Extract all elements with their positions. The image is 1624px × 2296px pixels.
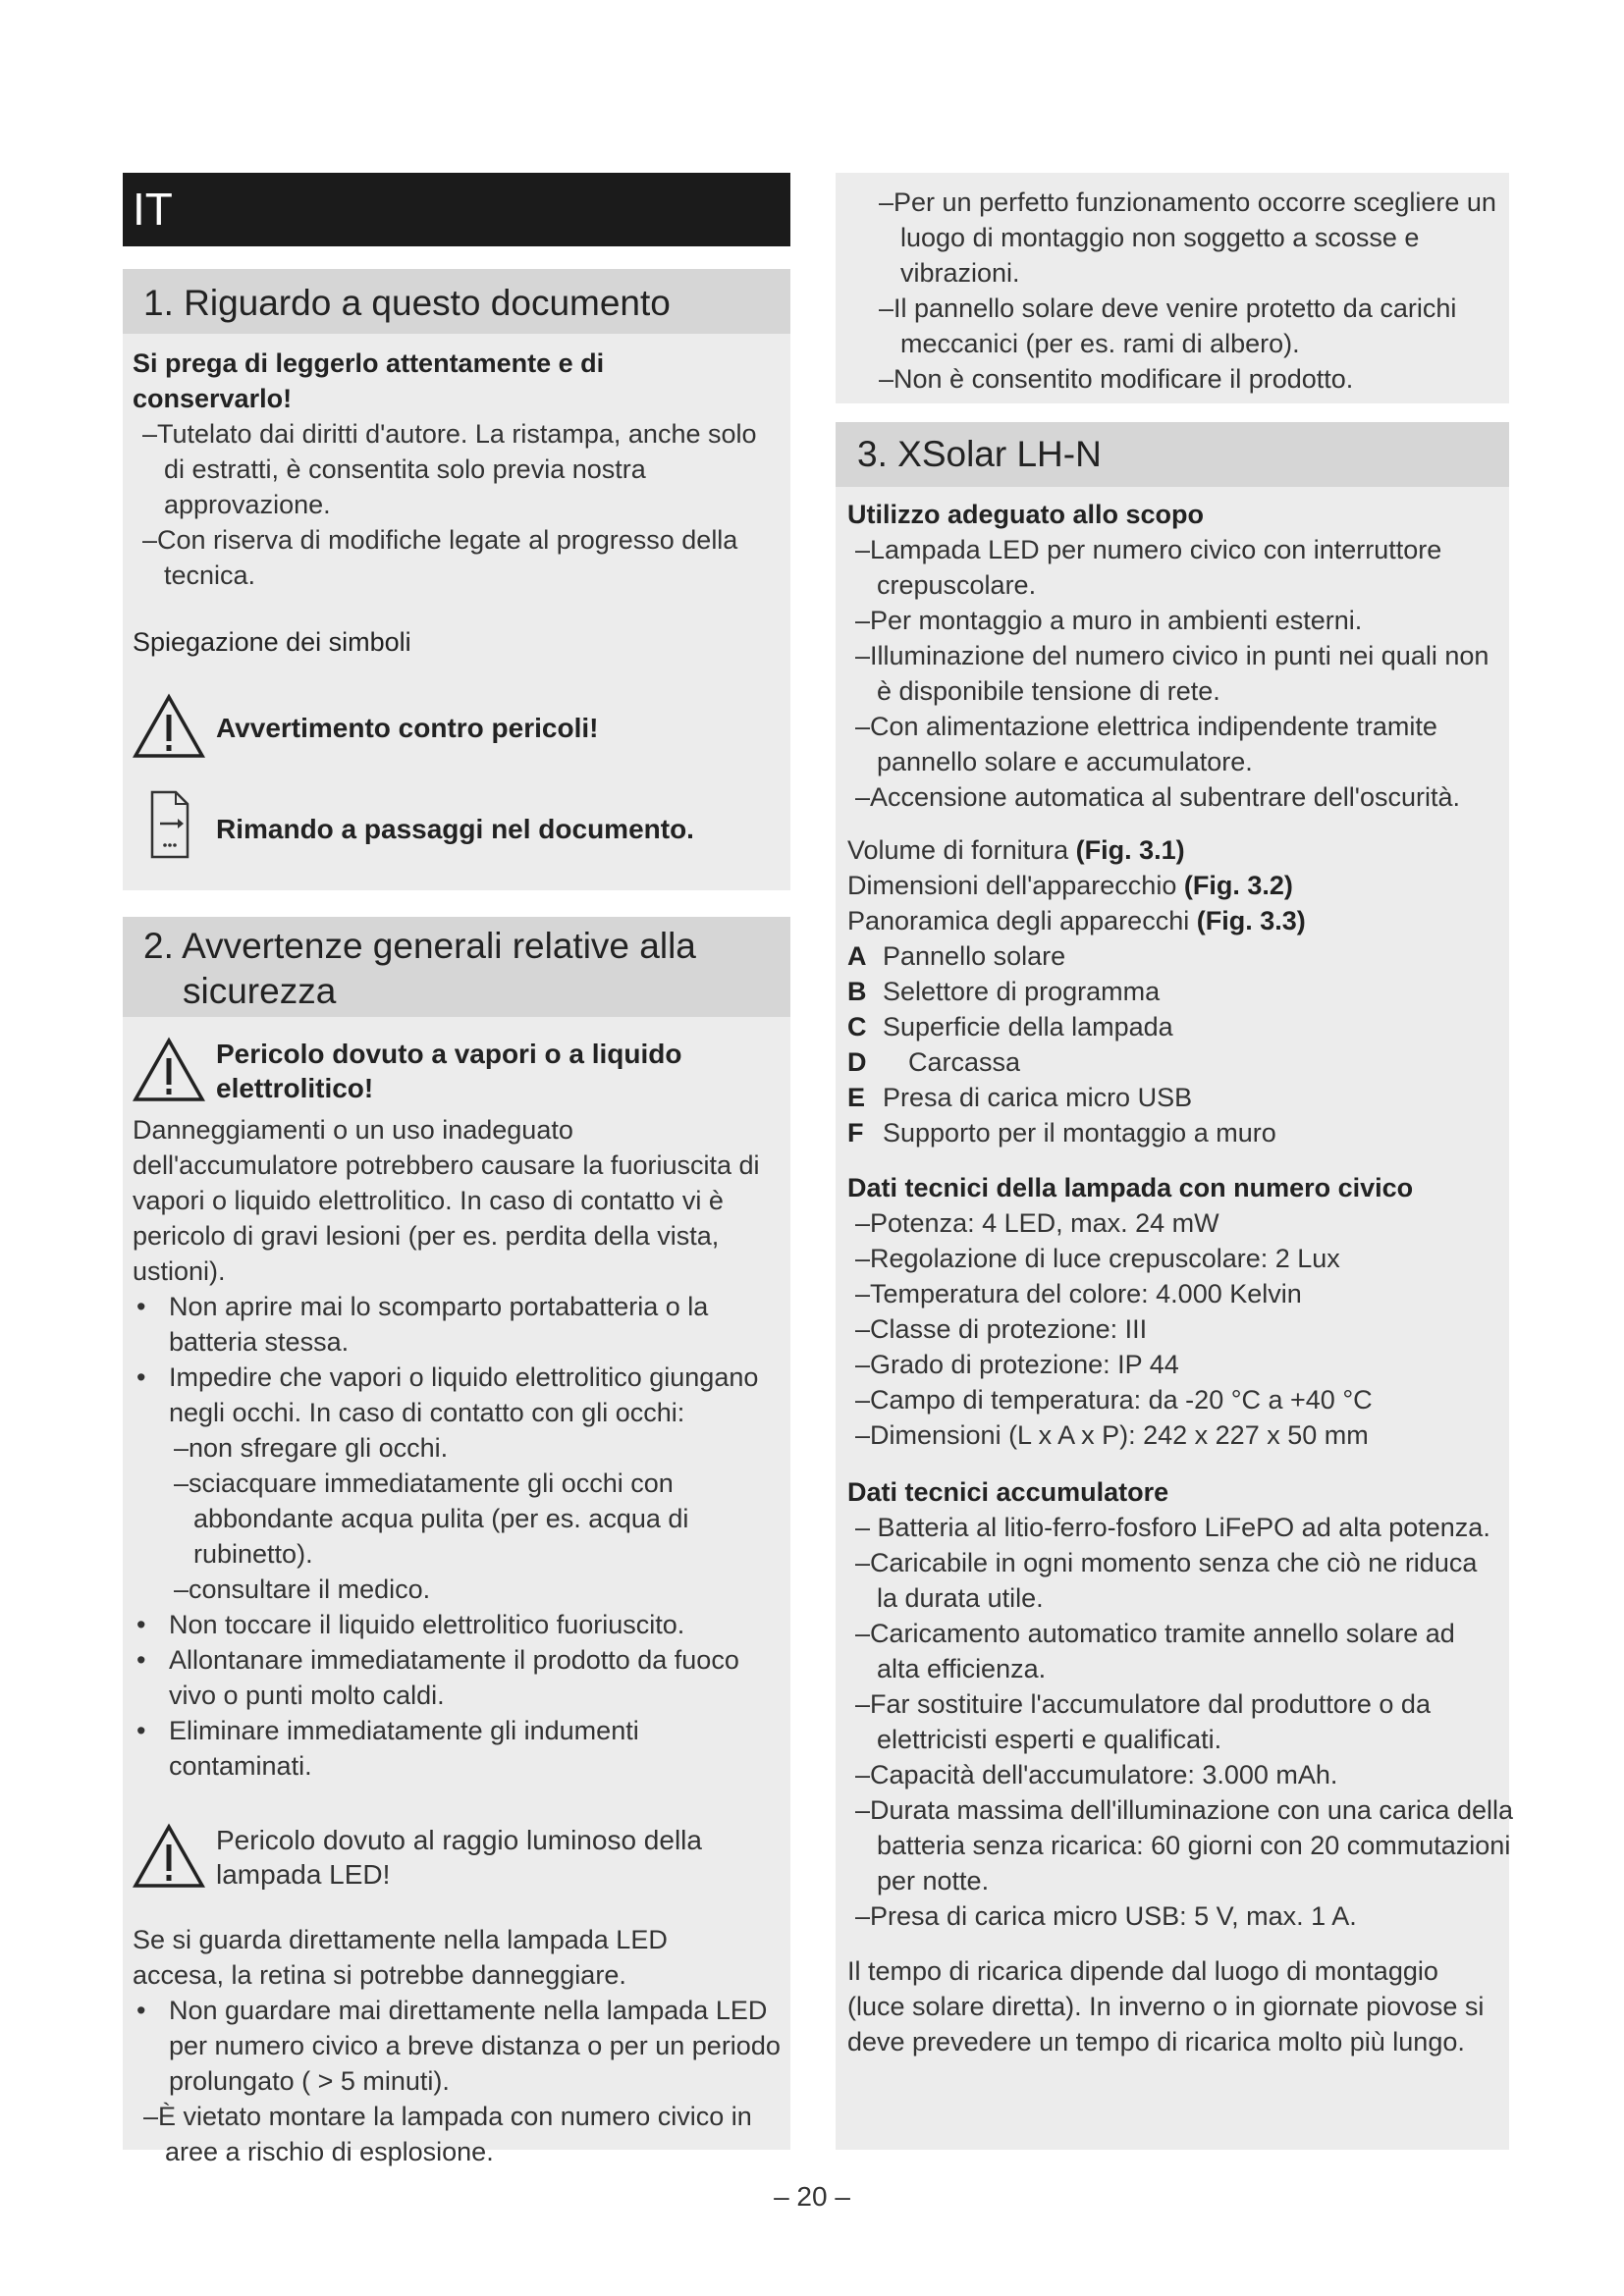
symbol-label: Avvertimento contro pericoli! [216, 713, 599, 743]
warning-title: Pericolo dovuto a vapori o a liquido elettrolitico! [216, 1039, 682, 1103]
section-1-intro: Si prega di leggerlo attentamente e di conservarlo! [133, 348, 605, 413]
list-item: –È vietato montare la lampada con numero civico in aree a rischio di esplosione. [143, 2102, 752, 2166]
list-item: –Illuminazione del numero civico in punti nei quali non è disponibile tensione di rete. [855, 641, 1489, 706]
spec-item: –Regolazione di luce crepuscolare: 2 Lux [855, 1244, 1340, 1273]
part-row: F Supporto per il montaggio a muro [847, 1118, 1276, 1148]
sub-list-item: –non sfregare gli occhi. [174, 1433, 449, 1463]
list-item: –Con riserva di modifiche legate al progresso della tecnica. [142, 525, 738, 590]
spec-item: –Potenza: 4 LED, max. 24 mW [855, 1208, 1219, 1238]
warning-electrolyte [133, 1037, 790, 1112]
section-2-continuation-panel [836, 173, 1509, 403]
spec-item: –Far sostituire l'accumulatore dal produttore o da elettricisti esperti e qualificati. [855, 1689, 1431, 1754]
spec-item: –Capacità dell'accumulatore: 3.000 mAh. [855, 1760, 1338, 1789]
list-item: • Impedire che vapori o liquido elettrolitico giungano negli occhi. In caso di contatto con gli occhi: [136, 1362, 759, 1427]
part-row: C Superficie della lampada [847, 1012, 1173, 1041]
lamp-specs-heading: Dati tecnici della lampada con numero civico [847, 1173, 1414, 1202]
warning-triangle-icon [133, 693, 216, 769]
list-item: • Non toccare il liquido elettrolitico fuoriuscito. [136, 1610, 685, 1639]
spec-item: – Batteria al litio-ferro-fosforo LiFePO ad alta potenza. [855, 1513, 1490, 1542]
charge-note: Il tempo di ricarica dipende dal luogo di montaggio (luce solare diretta). In inverno o in giornate piovose si deve prevedere un tempo di ricarica molto più lungo. [847, 1956, 1485, 2056]
spec-item: –Caricabile in ogni momento senza che ciò ne riduca la durata utile. [855, 1548, 1478, 1613]
section-2-title-line1: 2. Avvertenze generali relative alla [143, 926, 696, 966]
list-item: –Per un perfetto funzionamento occorre scegliere un luogo di montaggio non soggetto a scosse e vibrazioni. [879, 187, 1496, 288]
symbols-heading: Spiegazione dei simboli [133, 627, 411, 657]
fig-reference: Panoramica degli apparecchi (Fig. 3.3) [847, 906, 1306, 935]
spec-item: –Campo di temperatura: da -20 °C a +40 °C [855, 1385, 1373, 1415]
section-2-heading [123, 917, 790, 1017]
spec-item: –Temperatura del colore: 4.000 Kelvin [855, 1279, 1302, 1308]
list-item: –Il pannello solare deve venire protetto da carichi meccanici (per es. rami di albero). [879, 294, 1457, 358]
warning-triangle-icon [133, 1037, 216, 1112]
accumulator-specs-heading: Dati tecnici accumulatore [847, 1477, 1169, 1507]
section-1-title: 1. Riguardo a questo documento [143, 283, 671, 323]
warning-text: Se si guarda direttamente nella lampada LED accesa, la retina si potrebbe danneggiare. [133, 1925, 668, 1990]
list-item: –Tutelato dai diritti d'autore. La ristampa, anche solo di estratti, è consentita solo previa nostra approvazione. [142, 419, 757, 519]
sub-list-item: –sciacquare immediatamente gli occhi con abbondante acqua pulita (per es. acqua di rubinetto). [174, 1468, 689, 1569]
section-2-title-line2: sicurezza [183, 971, 337, 1011]
section-1-panel [123, 269, 790, 890]
section-1-heading [123, 269, 790, 334]
warning-title: Pericolo dovuto al raggio luminoso della lampada LED! [216, 1825, 702, 1890]
fig-reference: Volume di fornitura (Fig. 3.1) [847, 835, 1185, 865]
fig-reference: Dimensioni dell'apparecchio (Fig. 3.2) [847, 871, 1293, 900]
spec-item: –Dimensioni (L x A x P): 242 x 227 x 50 mm [855, 1420, 1369, 1450]
list-item: –Non è consentito modificare il prodotto. [879, 364, 1354, 394]
spec-item: –Grado di protezione: IP 44 [855, 1350, 1179, 1379]
list-item: • Allontanare immediatamente il prodotto da fuoco vivo o punti molto caldi. [136, 1645, 739, 1710]
part-row: B Selettore di programma [847, 977, 1161, 1006]
spec-item: –Caricamento automatico tramite annello solare ad alta efficienza. [855, 1619, 1455, 1683]
section-3-heading [836, 422, 1509, 487]
language-code: IT [133, 184, 173, 235]
symbol-row-reference [133, 788, 790, 870]
document-reference-icon [133, 788, 216, 870]
list-item: –Accensione automatica al subentrare dell'oscurità. [855, 782, 1461, 812]
section-2-panel [123, 917, 790, 2166]
section-3-title: 3. XSolar LH-N [857, 434, 1102, 474]
part-row: A Pannello solare [847, 941, 1066, 971]
symbol-row-warning [133, 693, 790, 769]
list-item: –Lampada LED per numero civico con interruttore crepuscolare. [855, 535, 1442, 600]
warning-led [133, 1823, 790, 1898]
warning-text: Danneggiamenti o un uso inadeguato dell'accumulatore potrebbero causare la fuoriuscita di vapori o liquido elettrolitico. In caso di contatto vi è pericolo di gravi lesioni (per es. perdita della vista, ustioni). [133, 1115, 760, 1286]
part-row: D Carcassa [847, 1047, 1021, 1077]
spec-item: –Durata massima dell'illuminazione con una carica della batteria senza ricarica: 60 giorni con 20 commutazioni per notte. [855, 1795, 1513, 1896]
spec-item: –Presa di carica micro USB: 5 V, max. 1 A. [855, 1901, 1357, 1931]
spec-item: –Classe di protezione: III [855, 1314, 1148, 1344]
list-item: • Non aprire mai lo scomparto portabatteria o la batteria stessa. [136, 1292, 709, 1357]
symbol-label: Rimando a passaggi nel documento. [216, 814, 694, 844]
list-item: • Non guardare mai direttamente nella lampada LED per numero civico a breve distanza o per un periodo prolungato ( > 5 minuti). [136, 1996, 781, 2096]
list-item: –Con alimentazione elettrica indipendente tramite pannello solare e accumulatore. [855, 712, 1437, 776]
list-item: –Per montaggio a muro in ambienti esterni. [855, 606, 1363, 635]
section-3-panel [836, 422, 1513, 2150]
part-row: E Presa di carica micro USB [847, 1083, 1193, 1112]
language-bar [123, 173, 790, 246]
warning-triangle-icon [133, 1823, 216, 1898]
use-heading: Utilizzo adeguato allo scopo [847, 500, 1205, 529]
sub-list-item: –consultare il medico. [174, 1575, 431, 1604]
page-number: – 20 – [774, 2181, 850, 2212]
list-item: • Eliminare immediatamente gli indumenti contaminati. [136, 1716, 639, 1781]
